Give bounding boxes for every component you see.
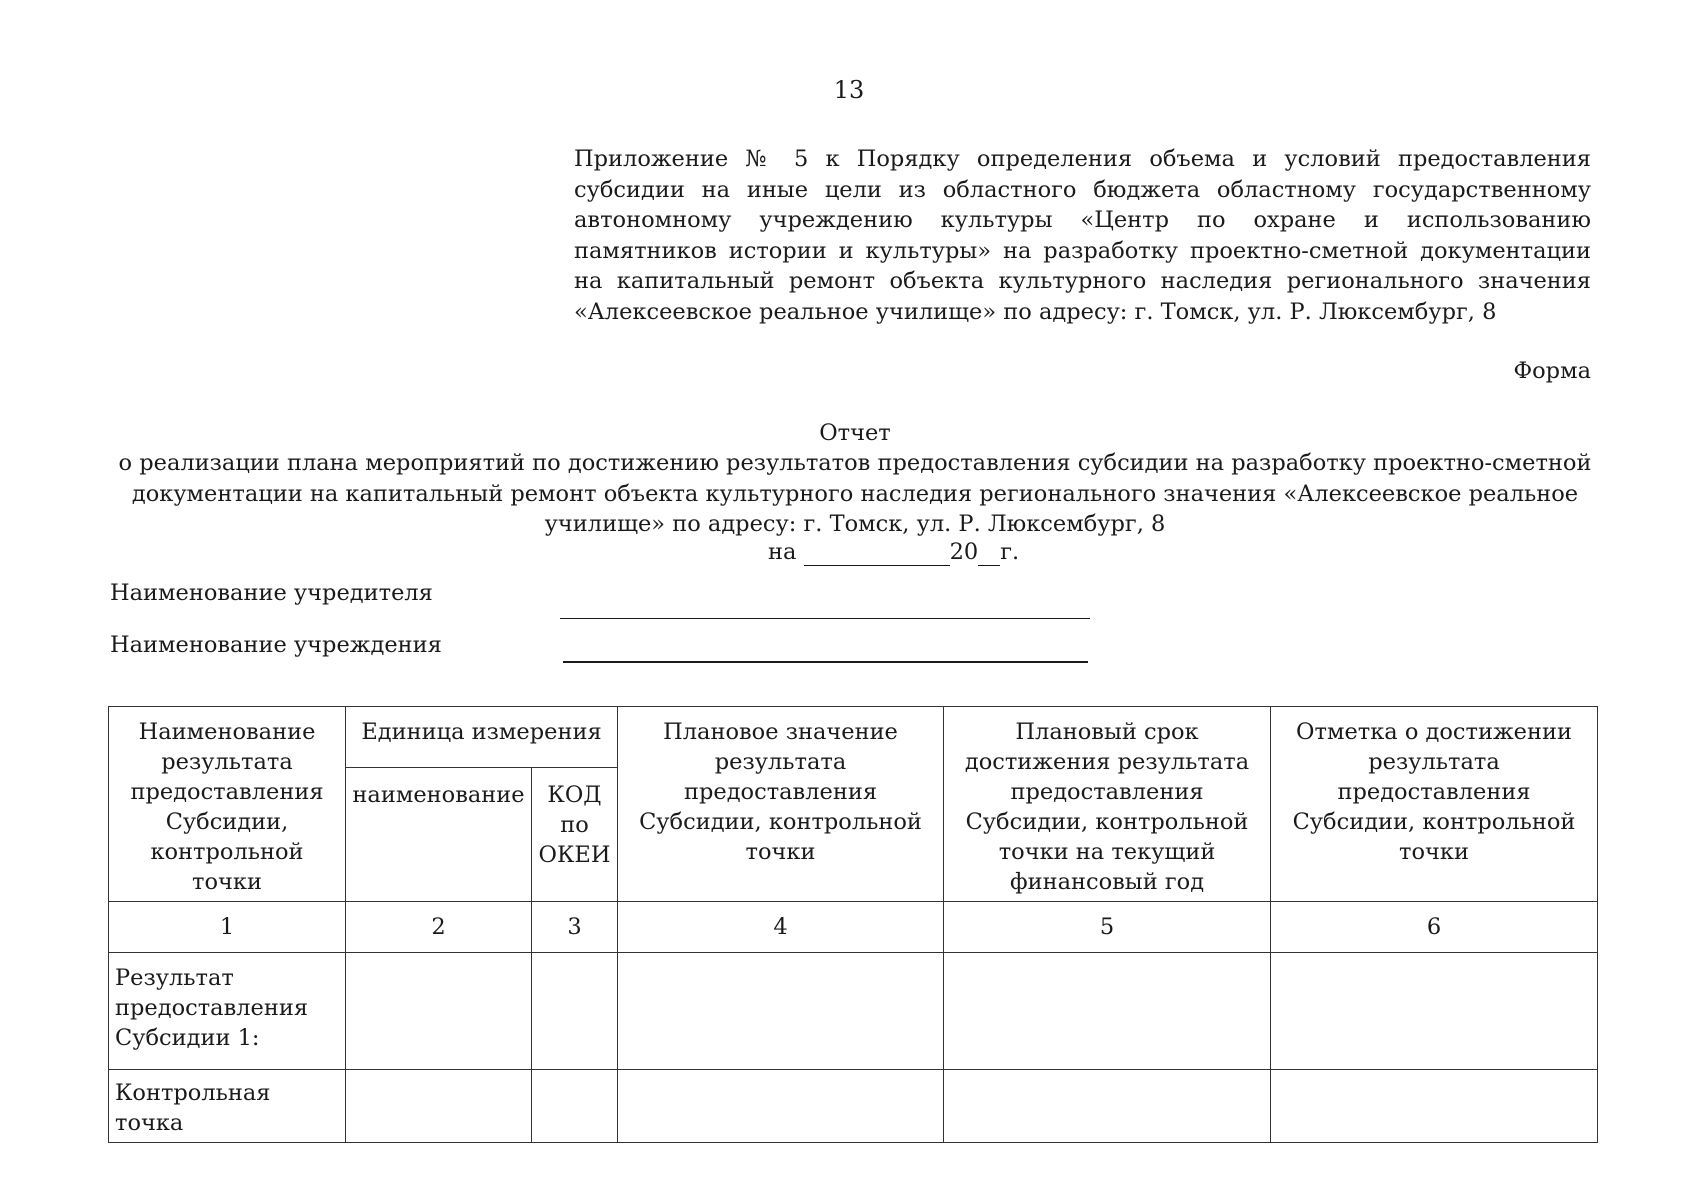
report-date [768, 539, 1019, 566]
table-row [109, 953, 1598, 1070]
report-date-suffix: г. [1000, 539, 1020, 565]
report-date-blank[interactable] [804, 539, 950, 566]
column-number: 6 [1271, 902, 1598, 953]
table-cell[interactable] [346, 953, 532, 1070]
column-numbers-row [109, 902, 1598, 953]
table-cell[interactable] [618, 1070, 944, 1143]
appendix-text: Приложение № 5 к Порядку определения объема и условий предоставления субсидии на иные цели из областного бюджета областному государственному автономному учреждению культуры «Центр по охране и использованию памятников истории и культуры» на разработку проектно-сметной документации на капитальный ремонт объекта культурного наследия регионального значения «Алексеевское реальное училище» по адресу: г. Томск, ул. Р. Люксембург, 8 [574, 146, 1591, 325]
report-date-year: 20 [949, 539, 979, 565]
report-date-prefix: на [768, 539, 797, 565]
column-number: 3 [532, 902, 618, 953]
table-row [109, 1070, 1598, 1143]
table-cell[interactable] [532, 1070, 618, 1143]
column-number: 2 [346, 902, 532, 953]
report-title: Отчет [819, 420, 891, 446]
report-table [108, 706, 1598, 1143]
report-subtitle: о реализации плана мероприятий по достижению результатов предоставления субсидии на разработку проектно-сметной документации на капитальный ремонт объекта культурного наследия регионального значения «Алексеевское реальное училище» по адресу: г. Томск, ул. Р. Люксембург, 8 [118, 450, 1592, 537]
page-number: 13 [833, 76, 865, 104]
header-unit-group: Единица измерения [346, 707, 618, 768]
row-label: Контрольная точка [109, 1070, 346, 1143]
header-result-name: Наименование результата предоставления Субсидии, контрольной точки [109, 707, 346, 902]
institution-line[interactable] [563, 661, 1088, 663]
table-cell[interactable] [1271, 953, 1598, 1070]
column-number: 1 [109, 902, 346, 953]
table-cell[interactable] [618, 953, 944, 1070]
form-label: Форма [1513, 358, 1591, 384]
table-cell[interactable] [944, 1070, 1271, 1143]
table-cell[interactable] [346, 1070, 532, 1143]
header-planned-deadline: Плановый срок достижения результата предоставления Субсидии, контрольной точки на текущий финансовый год [944, 707, 1271, 902]
column-number: 4 [618, 902, 944, 953]
row-label: Результат предоставления Субсидии 1: [109, 953, 346, 1070]
header-achievement-mark: Отметка о достижении результата предоставления Субсидии, контрольной точки [1271, 707, 1598, 902]
table-cell[interactable] [532, 953, 618, 1070]
header-row-1 [109, 707, 1598, 768]
header-unit-code: КОД по ОКЕИ [532, 767, 618, 901]
institution-label: Наименование учреждения [110, 632, 442, 658]
header-planned-value: Плановое значение результата предоставления Субсидии, контрольной точки [618, 707, 944, 902]
founder-line[interactable] [560, 618, 1090, 619]
table-cell[interactable] [1271, 1070, 1598, 1143]
founder-label: Наименование учредителя [110, 580, 433, 606]
report-date-year-blank[interactable] [978, 539, 1000, 566]
table-cell[interactable] [944, 953, 1271, 1070]
header-unit-name: наименование [346, 767, 532, 901]
column-number: 5 [944, 902, 1271, 953]
